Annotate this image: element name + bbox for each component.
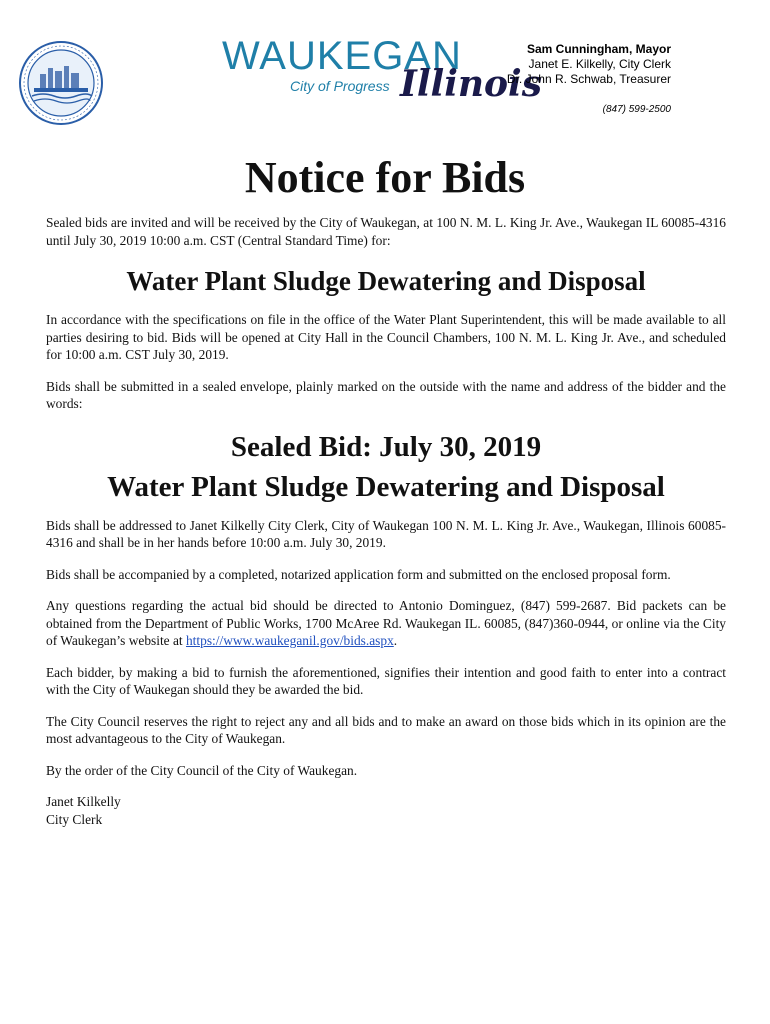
logo-tagline: City of Progress	[290, 78, 390, 94]
page-title: Notice for Bids	[244, 153, 526, 202]
sealed-bid-project: Water Plant Sludge Dewatering and Disposal	[107, 470, 665, 503]
notice-body	[46, 214, 726, 829]
address-paragraph: Bids shall be addressed to Janet Kilkelly City Clerk, City of Waukegan 100 N. M. L. King Jr. Ave., Waukegan, Illinois 60085-4316 and shall be in her hands before 10:00 a.m. July 30, 2019.	[46, 517, 726, 550]
sealed-bid-heading	[46, 427, 726, 507]
project-title: Water Plant Sludge Dewatering and Disposal	[126, 266, 646, 296]
order-paragraph: By the order of the City Council of the City of Waukegan.	[46, 762, 358, 778]
questions-end: .	[393, 633, 398, 648]
questions-paragraph	[46, 597, 726, 650]
envelope-paragraph: Bids shall be submitted in a sealed envelope, plainly marked on the outside with the name and address of the bidder and the words:	[46, 378, 726, 411]
waukegan-logo	[222, 34, 542, 114]
treasurer-name: Dr. John R. Schwab, Treasurer	[506, 72, 671, 86]
form-paragraph: Bids shall be accompanied by a completed, notarized application form and submitted on the enclosed proposal form.	[46, 566, 671, 582]
specs-paragraph: In accordance with the specifications on file in the office of the Water Plant Superintendent, this will be made available to all parties desiring to bid. Bids will be opened at City Hall in the Council Chambers, 100 N. M. L. King Jr. Ave., and scheduled for 10:00 a.m. CST July 30, 2019.	[46, 312, 726, 362]
council-paragraph: The City Council reserves the right to reject any and all bids and to make an award on those bids which in its opinion are the most advantageous to the City of Waukegan.	[46, 713, 726, 746]
logo-wordmark: WAUKEGAN	[222, 34, 462, 78]
city-seal-icon	[18, 40, 104, 126]
signer-title: City Clerk	[46, 812, 103, 827]
letterhead	[0, 0, 770, 130]
bidder-paragraph: Each bidder, by making a bid to furnish the aforementioned, signifies their intention and good faith to enter into a contract with the City of Waukegan should they be awarded the bid.	[46, 664, 726, 697]
clerk-name: Janet E. Kilkelly, City Clerk	[528, 57, 671, 71]
mayor-name: Sam Cunningham, Mayor	[526, 42, 671, 56]
sealed-bid-date: Sealed Bid: July 30, 2019	[230, 430, 542, 463]
questions-text: Any questions regarding the actual bid should be directed to Antonio Dominguez, (847) 599-2687. Bid packets can be obtained from the Department of Public Works, 1700 McAree Rd. Waukegan IL. 60085, (847)360-0944, or online via the City of Waukegan’s website at	[46, 598, 726, 648]
signature-block	[46, 793, 726, 829]
intro-paragraph: Sealed bids are invited and will be received by the City of Waukegan, at 100 N. M. L. King Jr. Ave., Waukegan IL 60085-4316 until July 30, 2019 10:00 a.m. CST (Central Standard Time) for:	[46, 215, 726, 248]
officials-block	[507, 42, 671, 117]
signer-name: Janet Kilkelly	[46, 794, 121, 809]
logo-script: Illinois	[400, 63, 542, 105]
phone-number: (847) 599-2500	[602, 104, 671, 115]
bids-website-link[interactable]: https://www.waukeganil.gov/bids.aspx	[185, 633, 394, 648]
